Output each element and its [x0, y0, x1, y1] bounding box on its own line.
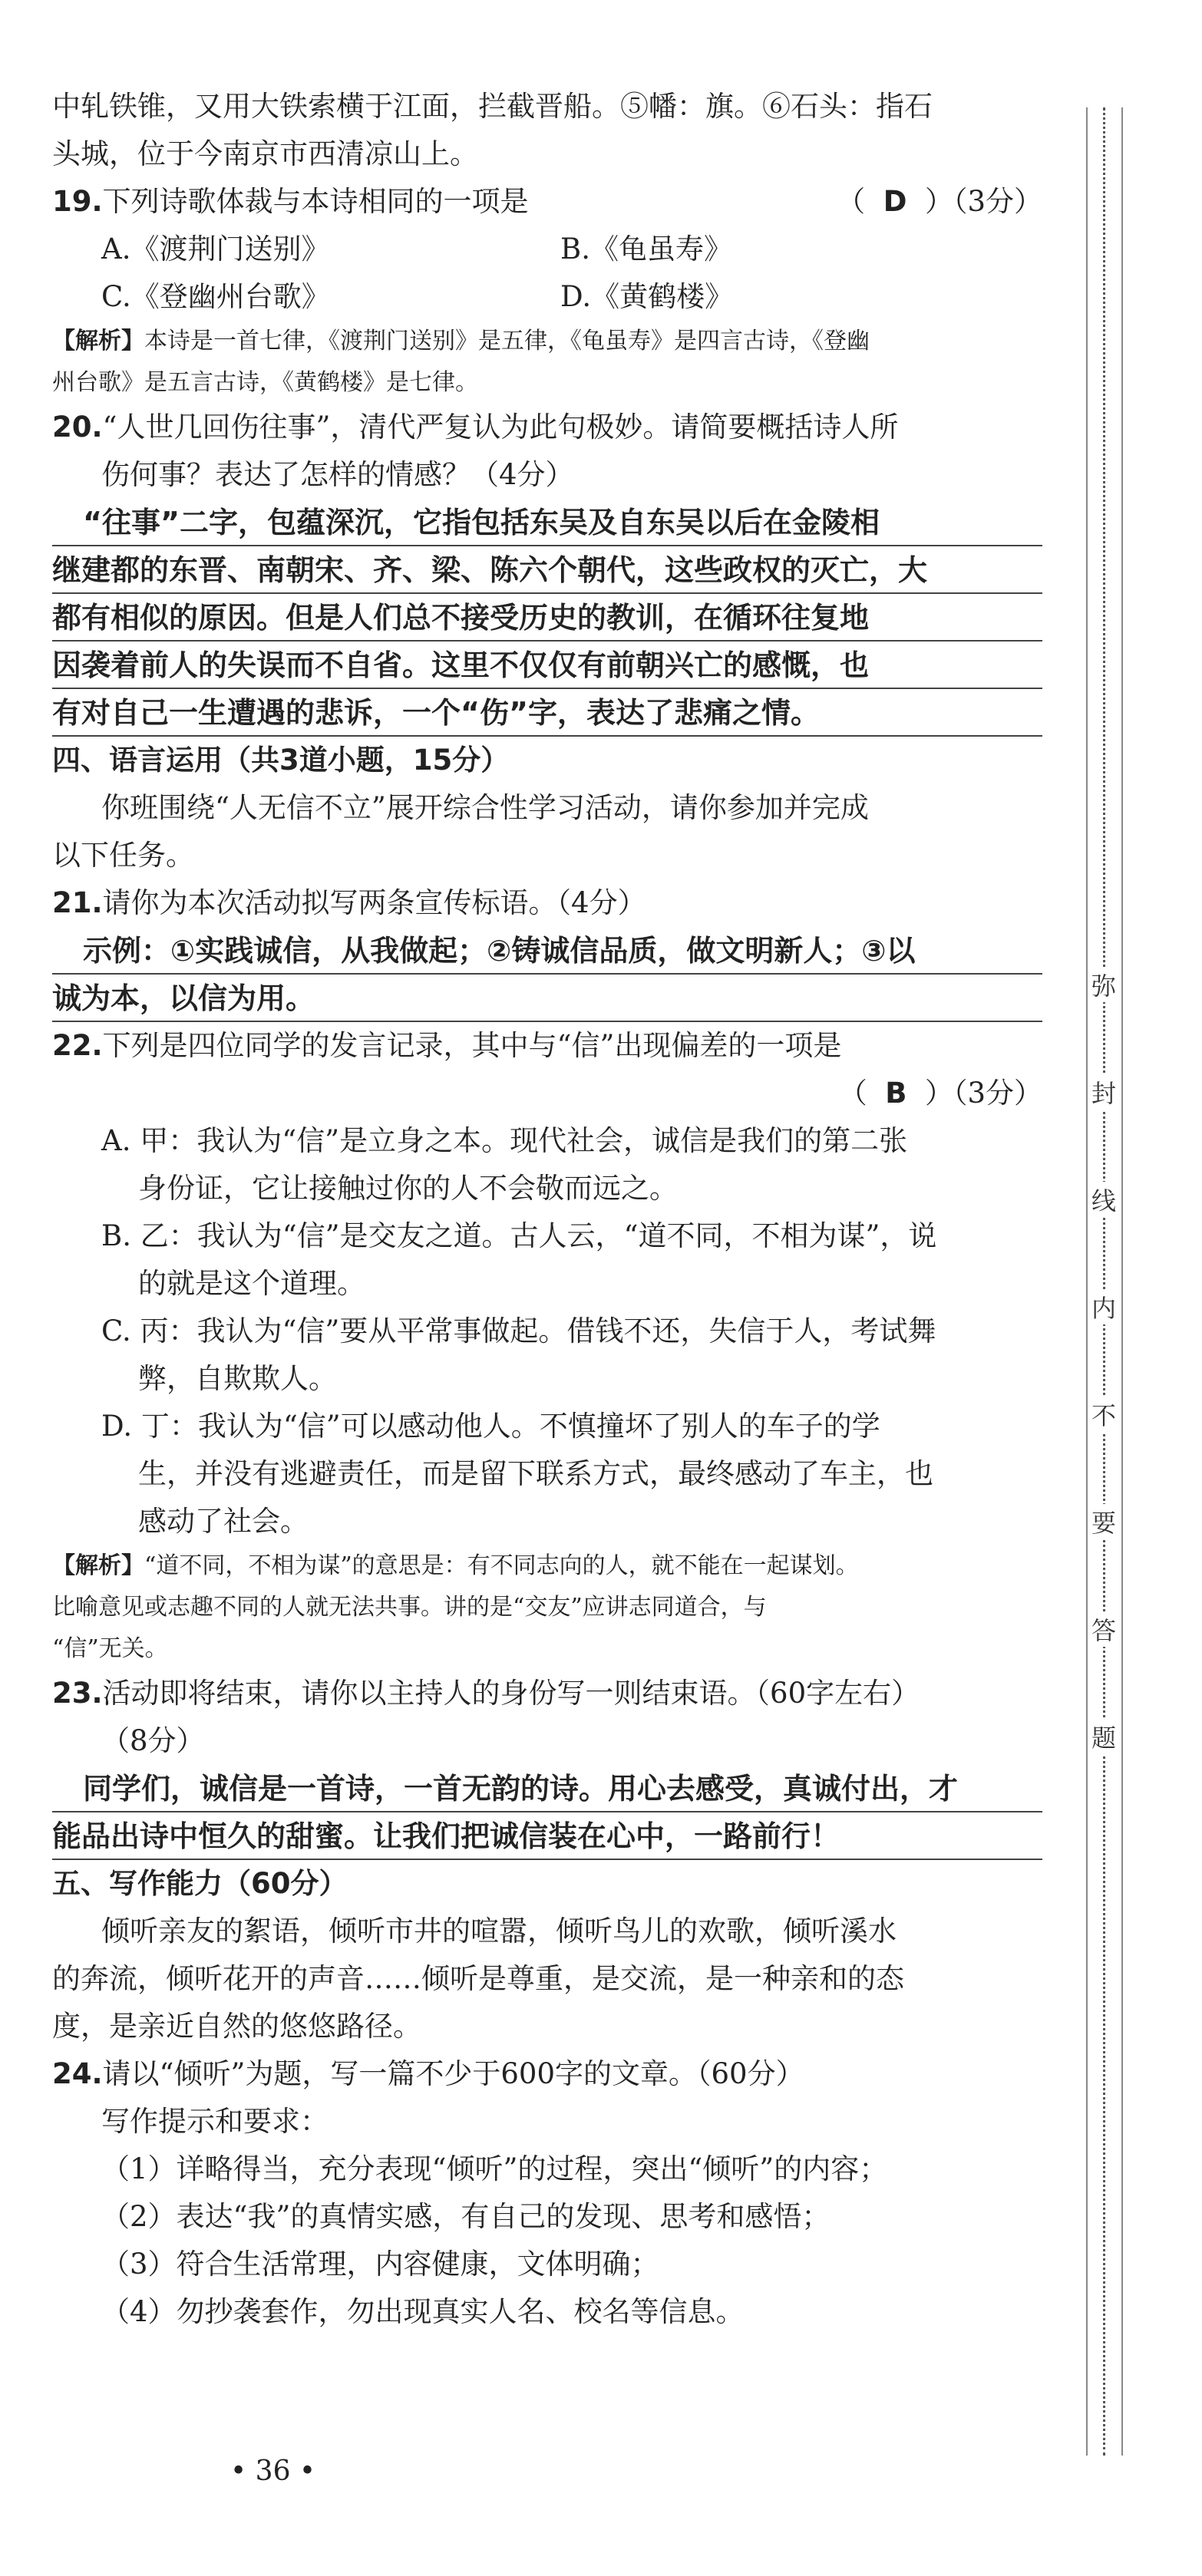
tip-item: （4）勿抄袭套作，勿出现真实人名、校名等信息。: [101, 2295, 745, 2328]
question-stem: 下列诗歌体裁与本诗相同的一项是: [102, 185, 529, 218]
section-title: 五、写作能力（60分）: [52, 1867, 348, 1900]
answer-letter: B: [885, 1077, 907, 1110]
choice-row: [52, 226, 1042, 273]
choice-a: A.《渡荆门送别》: [101, 233, 330, 266]
option-a-cont: 身份证，它让接触过你的人不会敬而远之。: [138, 1172, 678, 1205]
seal-char: 不: [1088, 1397, 1120, 1432]
option-d-cont: 感动了社会。: [138, 1505, 309, 1538]
answer-row: [52, 1070, 1042, 1117]
analysis-note: 州台歌》是五言古诗，《黄鹤楼》是七律。: [52, 369, 478, 396]
option-d: D. 丁：我认为“信”可以感动他人。不慎撞坏了别人的车子的学: [101, 1410, 880, 1443]
option-c-cont: 弊，自欺欺人。: [138, 1362, 337, 1395]
question-19: [52, 178, 1042, 226]
section-intro: 倾听亲友的絮语，倾听市井的喧嚣，倾听鸟儿的欢歌，倾听溪水: [101, 1915, 897, 1948]
answer-letter: D: [883, 185, 907, 218]
seal-char: 线: [1088, 1182, 1120, 1217]
analysis-tag: 【解析】: [52, 328, 144, 355]
tip-item: （2）表达“我”的真情实感，有自己的发现、思考和感悟；: [101, 2200, 831, 2233]
section-intro: 的奔流，倾听花开的声音……倾听是尊重，是交流，是一种亲和的态: [52, 1962, 904, 1995]
answer-line: 都有相似的原因。但是人们总不接受历史的教训，在循环往复地: [52, 594, 1042, 642]
question-number: 23.: [52, 1677, 103, 1710]
choice-b: B.《龟虽寿》: [560, 233, 732, 266]
choice-c: C.《登幽州台歌》: [101, 280, 330, 313]
question-22: 22.下列是四位同学的发言记录，其中与“信”出现偏差的一项是: [52, 1029, 842, 1062]
question-stem: 伤何事？表达了怎样的情感？（4分）: [101, 458, 574, 491]
answer-line: 同学们，诚信是一首诗，一首无韵的诗。用心去感受，真诚付出，才: [52, 1765, 1042, 1812]
question-stem: （8分）: [101, 1724, 205, 1757]
seal-line-margin: [1077, 107, 1131, 2456]
question-20: 20.“人世几回伤往事”，清代严复认为此句极妙。请简要概括诗人所: [52, 411, 899, 444]
answer-line: “往事”二字，包蕴深沉，它指包括东吴及自东吴以后在金陵相: [52, 499, 1042, 546]
text-line: 中轧铁锥，又用大铁索横于江面，拦截晋船。⑤幡：旗。⑥石头：指石: [52, 90, 933, 123]
section-intro: 以下任务。: [52, 839, 194, 872]
seal-char: 弥: [1088, 967, 1120, 1002]
analysis-note: 【解析】“道不同，不相为谋”的意思是：有不同志向的人，就不能在一起谋划。: [52, 1552, 859, 1579]
option-d-cont: 生，并没有逃避责任，而是留下联系方式，最终感动了车主，也: [138, 1457, 933, 1490]
answer-line: 能品出诗中恒久的甜蜜。让我们把诚信装在心中，一路前行！: [52, 1812, 1042, 1860]
answer-line: 诚为本，以信为用。: [52, 975, 1042, 1022]
text-line: 头城，位于今南京市西清凉山上。: [52, 137, 478, 170]
question-24: 24.请以“倾听”为题，写一篇不少于600字的文章。（60分）: [52, 2057, 804, 2090]
question-number: 22.: [52, 1029, 103, 1062]
option-c: C. 丙：我认为“信”要从平常事做起。借钱不还，失信于人，考试舞: [101, 1314, 936, 1347]
page-number: • 36 •: [230, 2456, 316, 2487]
seal-char: 题: [1088, 1719, 1120, 1754]
option-b-cont: 的就是这个道理。: [138, 1267, 365, 1300]
seal-char: 封: [1088, 1074, 1120, 1110]
margin-border-right: [1121, 107, 1123, 2456]
option-b: B. 乙：我认为“信”是交友之道。古人云，“道不同，不相为谋”，说: [101, 1219, 937, 1252]
dotted-seal-line: [1103, 107, 1105, 2456]
tip-item: （1）详略得当，充分表现“倾听”的过程，突出“倾听”的内容；: [101, 2152, 888, 2185]
question-number: 24.: [52, 2057, 103, 2090]
analysis-note: 比喻意见或志趣不同的人就无法共事。讲的是“交友”应讲志同道合，与: [52, 1594, 767, 1621]
question-23: 23.活动即将结束，请你以主持人的身份写一则结束语。（60字左右）: [52, 1677, 920, 1710]
tip-item: （3）符合生活常理，内容健康，文体明确；: [101, 2248, 659, 2281]
answer-box: （ D ）（3分）: [837, 185, 1042, 218]
question-number: 21.: [52, 886, 103, 919]
answer-box: （ B ）（3分）: [838, 1077, 1042, 1110]
answer-line: 示例：①实践诚信，从我做起；②铸诚信品质，做文明新人；③以: [52, 927, 1042, 975]
answer-line: 因袭着前人的失误而不自省。这里不仅仅有前朝兴亡的感慨，也: [52, 642, 1042, 689]
analysis-note: 【解析】本诗是一首七律，《渡荆门送别》是五律，《龟虽寿》是四言古诗，《登幽: [52, 328, 870, 355]
section-title: 四、语言运用（共3道小题，15分）: [52, 744, 510, 777]
analysis-tag: 【解析】: [52, 1552, 144, 1579]
choice-d: D.《黄鹤楼》: [560, 280, 734, 313]
option-a: A. 甲：我认为“信”是立身之本。现代社会，诚信是我们的第二张: [101, 1124, 908, 1157]
section-intro: 你班围绕“人无信不立”展开综合性学习活动，请你参加并完成: [101, 791, 869, 824]
question-number: 19.: [52, 185, 103, 218]
section-intro: 度，是亲近自然的悠悠路径。: [52, 2010, 421, 2043]
analysis-note: “信”无关。: [52, 1635, 168, 1662]
question-number: 20.: [52, 411, 103, 444]
margin-border-left: [1086, 107, 1088, 2456]
seal-char: 答: [1088, 1611, 1120, 1647]
seal-char: 要: [1088, 1504, 1120, 1539]
answer-line: 继建都的东晋、南朝宋、齐、梁、陈六个朝代，这些政权的灭亡，大: [52, 546, 1042, 594]
page-content: [52, 83, 1042, 2336]
choice-row: [52, 273, 1042, 321]
tips-title: 写作提示和要求：: [101, 2105, 329, 2138]
seal-char: 内: [1088, 1289, 1120, 1324]
question-21: 21.请你为本次活动拟写两条宣传标语。（4分）: [52, 886, 646, 919]
answer-line: 有对自己一生遭遇的悲诉，一个“伤”字，表达了悲痛之情。: [52, 689, 1042, 737]
